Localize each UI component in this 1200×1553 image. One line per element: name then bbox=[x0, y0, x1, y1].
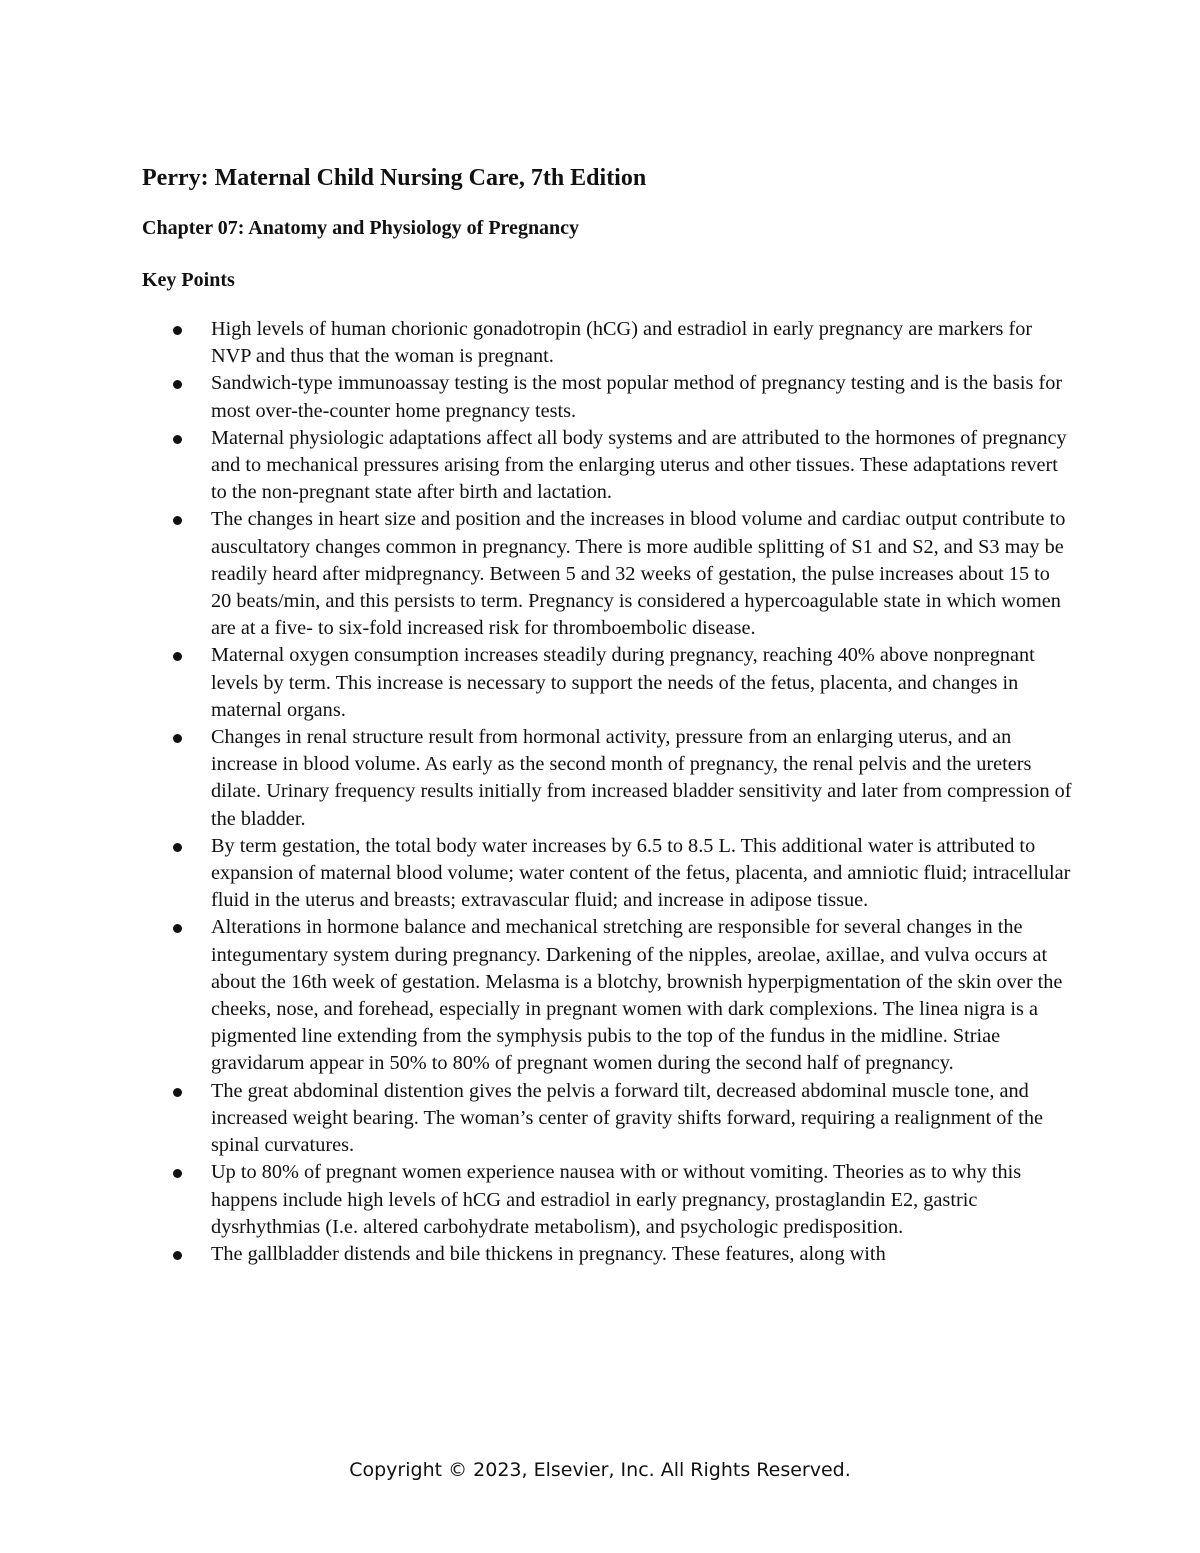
key-point-item bbox=[142, 506, 1072, 642]
key-points-list bbox=[142, 316, 1072, 1268]
key-point-text: Sandwich-type immunoassay testing is the most popular method of pregnancy testing and is the basis for most over-the-counter home pregnancy tests. bbox=[211, 372, 1063, 422]
bullet-icon bbox=[173, 1251, 182, 1260]
key-point-item bbox=[142, 914, 1072, 1077]
key-point-item bbox=[142, 1078, 1072, 1160]
bullet-icon bbox=[173, 435, 182, 444]
bullet-icon bbox=[173, 1169, 182, 1178]
key-point-text: Changes in renal structure result from hormonal activity, pressure from an enlarging uterus, and an increase in blood volume. As early as the second month of pregnancy, the renal pelvis and the ureters dilate. Urinary frequency results initially from increased bladder sensitivity and later from compression of the bladder. bbox=[211, 726, 1072, 830]
key-point-item bbox=[142, 1241, 1072, 1268]
bullet-icon bbox=[173, 652, 182, 661]
book-title: Perry: Maternal Child Nursing Care, 7th Edition bbox=[142, 165, 647, 191]
key-point-item bbox=[142, 425, 1072, 507]
key-point-text: The great abdominal distention gives the pelvis a forward tilt, decreased abdominal muscle tone, and increased weight bearing. The woman’s center of gravity shifts forward, requiring a realignment of the spinal curvatures. bbox=[211, 1079, 1043, 1157]
page-content bbox=[142, 162, 1072, 1268]
key-point-item bbox=[142, 316, 1072, 370]
key-point-item bbox=[142, 833, 1072, 915]
bullet-icon bbox=[173, 843, 182, 852]
bullet-icon bbox=[173, 924, 182, 933]
key-point-text: Alterations in hormone balance and mechanical stretching are responsible for several changes in the integumentary system during pregnancy. Darkening of the nipples, areolae, axillae, and vulva occurs at about the 16th week of gestation. Melasma is a blotchy, brownish hyperpigmentation of the skin over the cheeks, nose, and forehead, especially in pregnant women with dark complexions. The linea nigra is a pigmented line extending from the symphysis pubis to the top of the fundus in the midline. Striae gravidarum appear in 50% to 80% of pregnant women during the second half of pregnancy. bbox=[211, 916, 1063, 1075]
key-point-item bbox=[142, 1159, 1072, 1241]
chapter-title: Chapter 07: Anatomy and Physiology of Pregnancy bbox=[142, 217, 580, 239]
key-point-text: By term gestation, the total body water increases by 6.5 to 8.5 L. This additional water is attributed to expansion of maternal blood volume; water content of the fetus, placenta, and amniotic fluid; intracellular fluid in the uterus and breasts; extravascular fluid; and increase in adipose tissue. bbox=[211, 834, 1071, 912]
key-point-text: The changes in heart size and position and the increases in blood volume and cardiac output contribute to auscultatory changes common in pregnancy. There is more audible splitting of S1 and S2, and S3 may be readily heard after midpregnancy. Between 5 and 32 weeks of gestation, the pulse increases about 15 to 20 beats/min, and this persists to term. Pregnancy is considered a hypercoagulable state in which women are at a five- to six-fold increased risk for thromboembolic disease. bbox=[211, 508, 1066, 640]
key-point-item bbox=[142, 724, 1072, 833]
key-point-text: Maternal physiologic adaptations affect all body systems and are attributed to the hormones of pregnancy and to mechanical pressures arising from the enlarging uterus and other tissues. These adaptations revert to the non-pregnant state after birth and lactation. bbox=[211, 426, 1067, 504]
bullet-icon bbox=[173, 734, 182, 743]
bullet-icon bbox=[173, 516, 182, 525]
key-point-text: The gallbladder distends and bile thickens in pregnancy. These features, along with bbox=[211, 1242, 886, 1265]
key-point-item bbox=[142, 642, 1072, 724]
key-point-text: Maternal oxygen consumption increases steadily during pregnancy, reaching 40% above nonpregnant levels by term. This increase is necessary to support the needs of the fetus, placenta, and changes in maternal organs. bbox=[211, 644, 1035, 721]
key-point-text: Up to 80% of pregnant women experience nausea with or without vomiting. Theories as to why this happens include high levels of hCG and estradiol in early pregnancy, prostaglandin E2, gastric dysrhythmias (I.e. altered carbohydrate metabolism), and psychologic predisposition. bbox=[211, 1161, 1022, 1238]
key-point-item bbox=[142, 370, 1072, 424]
section-title: Key Points bbox=[142, 269, 235, 291]
copyright-footer: Copyright © 2023, Elsevier, Inc. All Rights Reserved. bbox=[349, 1459, 851, 1481]
bullet-icon bbox=[173, 326, 182, 335]
key-point-text: High levels of human chorionic gonadotropin (hCG) and estradiol in early pregnancy are markers for NVP and thus that the woman is pregnant. bbox=[211, 318, 1033, 368]
bullet-icon bbox=[173, 380, 182, 389]
bullet-icon bbox=[173, 1088, 182, 1097]
